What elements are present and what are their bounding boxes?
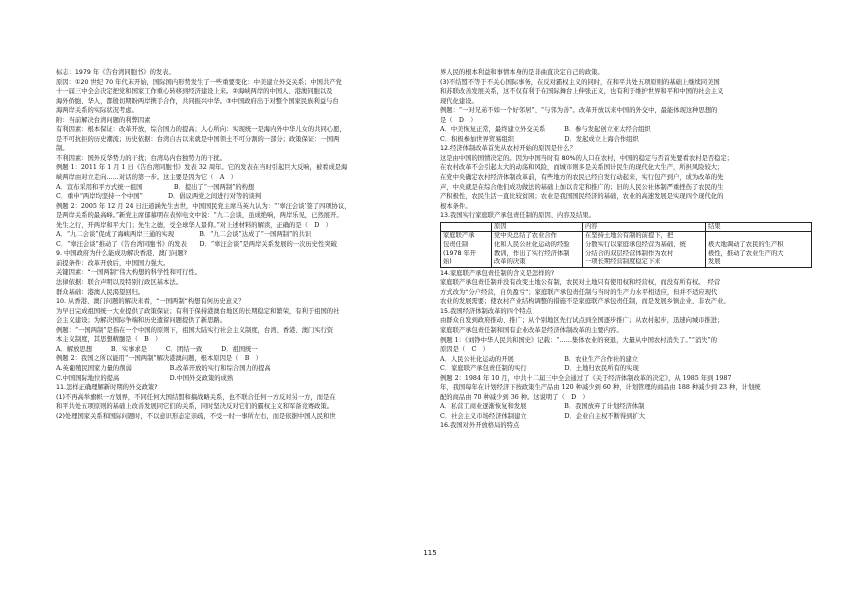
- example-question-line: 峡两岸由对立走向……对话的第一步。这主要是因为它（ A ）: [56, 174, 237, 182]
- table-header-cell: 内容: [583, 222, 706, 232]
- text-line: 前提条件：改革开放后，中国国力强大。: [56, 259, 170, 267]
- example-question-line: 例题 1：《刘铮中华人民共和国史》记载：“……集体农业的衰退，大量从中国农村消失了。”“消失”的: [440, 336, 718, 344]
- table-cell-reason: 党中央总结了农业合作 化和人民公社化运动的经验 教训，作出了实行经济体制 改革的决策: [492, 232, 583, 267]
- example-question-line: A．宣布采用和平方式统一祖国 B．提出了“一国两制”的构想: [56, 183, 255, 191]
- right-column-bottom: [440, 269, 812, 431]
- text-line: (1)不再高举旗帜一方划界，不同任何大国结盟和搞战略关系，也不联合任何一方反对另一方，而是在: [56, 393, 336, 401]
- example-question-line: 例题：“一国两制”是指在一个中国的原则下，祖国大陆实行社会主义制度，台湾、香港、澳门实行资: [56, 326, 334, 334]
- text-line: 为早日完成祖国统一大业提供了政策保证；有利于保持港澳台地区的长期稳定和繁荣，有利于祖国的社: [56, 307, 340, 315]
- example-question-line: 例题 1：2011 年 1 月 1 日《告台湾同胞书》发表 32 周年。它的发表在当时引起巨大反响，被看成是海: [56, 164, 348, 172]
- text-line: 海两岸关系的实际状况考虑。: [56, 107, 138, 115]
- example-question-line: A．解放思想 B．实事求是 C．团结一致 D．祖国统一: [56, 345, 258, 353]
- text-line: 群众基础：港澳人民渴望回归。: [56, 288, 145, 296]
- example-question-line: C．“辜汪会谈”推动了《告台湾同胞书》的发表 D．“辜汪会谈”是两岸关系发展的一次历史性突破: [56, 240, 337, 248]
- example-question-line: 例题 2：我国之所以能用“一国两制”解决港澳问题，根本原因是（ B ）: [56, 355, 262, 363]
- text-line: 9. 中国政府为什么能成功解决香港、澳门问题?: [56, 250, 187, 258]
- example-question-line: A．中美恢复正常，最终建立外交关系 B．参与发起创立亚太经合组织: [440, 126, 651, 134]
- text-line: 十一届三中全会决定把党和国家工作重心转移到经济建设上来。②海峡两岸的中国人、港澳同胞以及: [56, 88, 333, 96]
- text-line: 关键因素：“一国两制”伟大构想的科学性和可行性。: [56, 269, 202, 277]
- text-line: 11.怎样正确理解新时期的外交政策?: [56, 384, 158, 392]
- text-line: 根本条件。: [440, 202, 472, 210]
- table-row: [441, 232, 812, 267]
- text-line: (3)不结盟不等于不关心国际事务，在反对霸权主义的同时，在和平共处五项原则的基础上继续同美国: [440, 78, 720, 86]
- text-line: 在农村改革不会引起太大的动荡和风险，而城市则多是关系国计民生的现代化大生产，所担风险较大；: [440, 164, 724, 172]
- table-cell-content: 在坚持土地公有制的前提下，把 分散实行以家庭承包经营为基础、统 分结合的双层经营体制作为农村 一项长期经营制度稳定下来: [583, 232, 706, 267]
- text-line: 是不可抗拒的历史潮流；历史依据：台湾自古以来就是中国领土不可分割的一部分；政策保证：一国两: [56, 135, 340, 143]
- example-question-line: C．家庭联产承包责任制的实行 D．土地归农民所有的实现: [440, 365, 639, 373]
- table-header-cell: 原因: [492, 222, 583, 232]
- example-question-line: 是（ D ）: [440, 116, 477, 124]
- example-question-line: 原因是（ C ）: [440, 346, 489, 354]
- text-line: 10. 从香港、澳门问题的解决来看，“一国两制”构想有何历史意义？: [56, 298, 245, 306]
- text-line: 制。: [56, 145, 69, 153]
- text-line: 原因：①20 世纪 70 年代末开始，国际国内形势发生了一些重要变化：中美建立外交关系；中国共产党: [56, 78, 342, 86]
- example-question-line: A．私营工商业逐渐恢复和发展 B．我国放弃了计划经济体制: [440, 403, 645, 411]
- text-line: 家庭联产承包责任制和国有企业改革是经济体制改革的主要内容。: [440, 327, 623, 334]
- text-line: 在党中央确定农村经济体制改革前，有些地方的农民已经自发行动起来，实行包产到户，成为改革的先: [440, 174, 724, 182]
- example-question-line: 先生之行，开两岸和平大门；先生之德，受全球华人景仰。”对上述材料的解读，正确的是（ D ）: [56, 221, 332, 229]
- text-line: 15.我国经济体制改革的四个特点: [440, 307, 532, 315]
- text-line: 16.我国对外开放格局的特点: [440, 422, 520, 430]
- example-question-line: 例题：“一对兄弟不如一个好邻居”、“与邻为善”。改革开放以来中国的外交中，最能体现这种思想的: [440, 107, 718, 115]
- right-column-top: [440, 68, 812, 221]
- text-line: 附：当前解决台湾问题的利弊因素: [56, 116, 151, 124]
- table-cell-result: 极大地调动了农民的生产积 极性，推动了农业生产的大 发展: [706, 232, 812, 267]
- example-question-line: 例题 2：2005 年 12 月 24 日汪道涵先生去世，中国国民党主席马英九认为：“‘辜汪会谈’签了四项协议，: [56, 202, 351, 210]
- text-line: 标志：1979 年《告台湾同胞书》的发表。: [56, 69, 175, 76]
- table-header-cell: [441, 222, 492, 232]
- text-line: 由群众自发到政府推动、推广；从个别地区先行试点到全国逐步推广；从农村起步，迅速向城市推进；: [440, 317, 724, 325]
- example-question-line: 本主义制度，其思想精髓是（ B ）: [56, 336, 162, 344]
- example-question-line: A．“九二会谈”促成了海峡两岸三通的实现 B．“九二会谈”达成了“一国两制”的共识: [56, 231, 312, 239]
- left-column: [56, 68, 434, 421]
- table-cell-label: 家庭联产承 包责任制 (1978 年开 始): [441, 232, 492, 267]
- text-line: 海外侨胞、华人，都殷切期盼两岸携手合作，共同振兴中华。③中国政府出于对整个国家民族利益与台: [56, 97, 339, 105]
- household-responsibility-table: [440, 222, 812, 268]
- page-number: 115: [423, 549, 437, 557]
- text-line: 法律依据：联合声明以及特别行政区基本法。: [56, 279, 182, 287]
- text-line: 这是由中国的国情决定的。因为中国当时有 80%的人口在农村，中国的稳定与否首先要看农村是否稳定；: [440, 154, 734, 162]
- text-line: 产积极性，农民生活一直比较贫困；农业是我国国民经济的基础，农业的高速发展是实现四个现代化的: [440, 193, 724, 201]
- text-line: 会主义建设；为解决国际争端和历史遗留问题提供了新思路。: [56, 317, 227, 325]
- example-question-line: C．社会主义市场经济体制建立 D．企业自主权不断得到扩大: [440, 412, 646, 420]
- right-column: [440, 68, 812, 431]
- text-line: 界人民的根本利益和事情本身的是非曲直决定自己的政策。: [440, 69, 604, 76]
- text-line: 不利因素：国外反华势力的干扰；台湾岛内台独势力的干扰。: [56, 154, 227, 162]
- text-line: (2)处理国家关系和国际问题时，不以意识形态定亲疏，不受一时一事所左右，而是依据中国人民和世: [56, 412, 336, 420]
- example-question-line: 年，我国每年在计划经济下按政策生产品由 120 种减少到 60 种，计划管理的商品由 188 种减少到 23 种，计划统: [440, 384, 761, 392]
- text-line: 和平共处五项原则的基础上改善发展同它们的关系，同时坚决反对它们的霸权主义和军备竞赛政策。: [56, 403, 334, 411]
- text-line: 和苏联改善发展关系，这不仅有利于在国际舞台上伸张正义，也有利于维护世界和平和中国的社会主义: [440, 88, 724, 96]
- example-question-line: 配的商品由 70 种减少到 36 种。这说明了（ D ）: [440, 393, 589, 401]
- text-line: 家庭联产承包责任制并没有改变土地公有制，农民对土地只有使用权和经营权，而没有所有权。 经营: [440, 279, 721, 287]
- example-question-line: A.英葡殖民国家力量的削弱 B.改革开放的实行和综合国力的提高: [56, 364, 271, 372]
- table-header-cell: 结果: [706, 222, 812, 232]
- example-question-line: C.中国国际地位的提高 D.中国外交政策的成熟: [56, 374, 234, 382]
- example-question-line: C．积极参加世界贸易组织 D．发起成立上海合作组织: [440, 135, 639, 143]
- example-question-line: 例题 2：1984 年 10 月，中共十二届三中全会通过了《关于经济体制改革的决定》，从 1985 年到 1987: [440, 374, 732, 382]
- text-line: 14.家庭联产承包责任制的含义是怎样的?: [440, 269, 555, 277]
- text-line: 声，中央就是在综合他们成功做法的基础上加以肯定和推广的；旧的人民公社体制严重挫伤了农民的生: [440, 183, 724, 191]
- text-line: 农业的发展需要；使农村产业结构调整的措施不是家庭联产承包责任制，而是发展乡镇企业、非农产业。: [440, 298, 730, 306]
- text-line: 现代化建设。: [440, 97, 478, 105]
- text-line: 12.经济体制改革首先从农村开始的原因是什么？: [440, 145, 576, 153]
- text-line: 有利因素：根本保证：改革开放，综合国力的提高；人心所向：实现统一是海内外中华儿女的共同心愿，: [56, 126, 346, 134]
- example-question-line: C．重申“两岸均坚持一个中国” D．倡议两党之间进行对等的谈判: [56, 193, 262, 201]
- example-question-line: A．人民公社化运动的开展 B．农业生产合作社的建立: [440, 355, 639, 363]
- example-question-line: 是两岸关系的最高峰。”新党主席郁慕明在表悼电文中说：“九二会谈，虽成绝响，两岸乐见，已然展开。: [56, 212, 343, 220]
- text-line: 13.我国实行家庭联产承包责任制的原因、内容及结果。: [440, 212, 595, 220]
- text-line: 方式改为“分户经营，自负盈亏”；家庭联产承包责任制与当时的生产力水平相适应，但并不适应现代: [440, 288, 718, 296]
- table-header-row: [441, 222, 812, 232]
